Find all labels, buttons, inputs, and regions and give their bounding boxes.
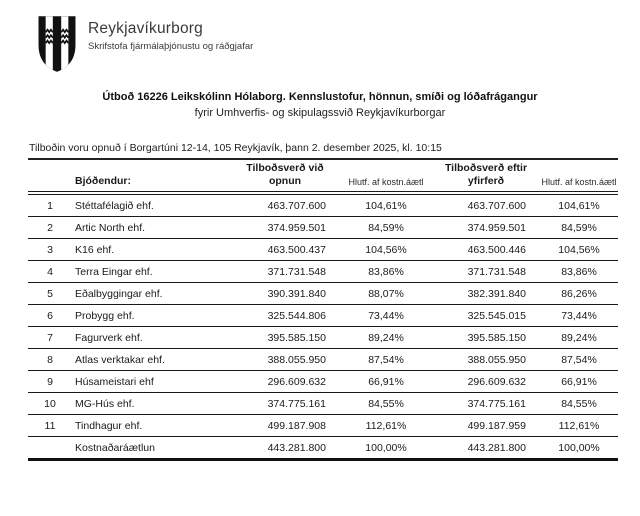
cell-open: 374.959.501	[230, 217, 340, 239]
cell-num: 10	[28, 393, 72, 415]
table-row	[28, 261, 618, 283]
bids-table	[28, 160, 618, 461]
cell-name: Artic North ehf.	[72, 217, 230, 239]
cell-name: Eðalbyggingar ehf.	[72, 283, 230, 305]
cell-num: 3	[28, 239, 72, 261]
cell-open: 463.707.600	[230, 193, 340, 217]
cell-name: Atlas verktakar ehf.	[72, 349, 230, 371]
header-pct-of-estimate-1: Hlutf. af kostn.áætl	[340, 160, 432, 193]
cell-pct2: 100,00%	[540, 437, 618, 460]
cell-pct1: 87,54%	[340, 349, 432, 371]
header-row-number	[28, 160, 72, 193]
org-department: Skrifstofa fjármálaþjónustu og ráðgjafar	[88, 41, 254, 52]
bids-table-header	[28, 160, 618, 193]
opening-note: Tilboðin voru opnuð í Borgartúni 12-14, 105 Reykjavík, þann 2. desember 2025, kl. 10:15	[28, 142, 618, 160]
cell-name: MG-Hús ehf.	[72, 393, 230, 415]
cell-pct2: 84,55%	[540, 393, 618, 415]
document-title-block	[0, 91, 640, 119]
table-row	[28, 239, 618, 261]
cell-pct2: 89,24%	[540, 327, 618, 349]
org-text	[88, 13, 253, 52]
table-row	[28, 217, 618, 239]
cell-name: Fagurverk ehf.	[72, 327, 230, 349]
cell-review: 374.959.501	[432, 217, 540, 239]
document-subtitle: fyrir Umhverfis- og skipulagssvið Reykjavíkurborgar	[194, 107, 446, 119]
table-row	[28, 327, 618, 349]
cell-pct2: 104,56%	[540, 239, 618, 261]
cell-pct1: 89,24%	[340, 327, 432, 349]
cell-review: 443.281.800	[432, 437, 540, 460]
header-price-after-review: Tilboðsverð eftir yfirferð	[432, 160, 540, 193]
cell-num: 1	[28, 193, 72, 217]
cell-open: 371.731.548	[230, 261, 340, 283]
cell-name: Húsameistari ehf	[72, 371, 230, 393]
cell-open: 390.391.840	[230, 283, 340, 305]
cell-name: K16 ehf.	[72, 239, 230, 261]
cell-pct2: 84,59%	[540, 217, 618, 239]
cell-num: 7	[28, 327, 72, 349]
table-row	[28, 371, 618, 393]
cell-pct2: 112,61%	[540, 415, 618, 437]
cell-pct1: 104,61%	[340, 193, 432, 217]
cell-name: Kostnaðaráætlun	[72, 437, 230, 460]
cell-review: 499.187.959	[432, 415, 540, 437]
document-title: Útboð 16226 Leikskólinn Hólaborg. Kennslustofur, hönnun, smíði og lóðafrágangur	[102, 91, 538, 103]
cell-pct1: 100,00%	[340, 437, 432, 460]
table-row	[28, 393, 618, 415]
cell-open: 388.055.950	[230, 349, 340, 371]
cell-review: 463.500.446	[432, 239, 540, 261]
table-row	[28, 415, 618, 437]
cell-open: 325.544.806	[230, 305, 340, 327]
cell-num: 5	[28, 283, 72, 305]
cell-review: 296.609.632	[432, 371, 540, 393]
cell-num: 11	[28, 415, 72, 437]
header-price-at-opening: Tilboðsverð við opnun	[230, 160, 340, 193]
cell-pct1: 104,56%	[340, 239, 432, 261]
table-row	[28, 283, 618, 305]
cell-pct1: 73,44%	[340, 305, 432, 327]
table-row	[28, 193, 618, 217]
cell-pct1: 112,61%	[340, 415, 432, 437]
cell-pct1: 84,59%	[340, 217, 432, 239]
cell-open: 443.281.800	[230, 437, 340, 460]
cell-name: Stéttafélagið ehf.	[72, 193, 230, 217]
header-bidders: Bjóðendur:	[72, 160, 230, 193]
cell-pct2: 104,61%	[540, 193, 618, 217]
header-pct-of-estimate-2: Hlutf. af kostn.áætl	[540, 160, 618, 193]
cell-open: 374.775.161	[230, 393, 340, 415]
cell-review: 374.775.161	[432, 393, 540, 415]
cell-open: 296.609.632	[230, 371, 340, 393]
cell-name: Tindhagur ehf.	[72, 415, 230, 437]
cell-pct1: 88,07%	[340, 283, 432, 305]
table-row	[28, 349, 618, 371]
cell-review: 388.055.950	[432, 349, 540, 371]
cell-pct2: 66,91%	[540, 371, 618, 393]
cell-pct2: 73,44%	[540, 305, 618, 327]
reykjavik-coat-of-arms-icon	[36, 13, 78, 75]
org-name: Reykjavíkurborg	[88, 20, 203, 37]
cell-num	[28, 437, 72, 460]
cell-review: 371.731.548	[432, 261, 540, 283]
cell-num: 8	[28, 349, 72, 371]
org-header	[0, 0, 640, 75]
cell-pct1: 83,86%	[340, 261, 432, 283]
cell-num: 9	[28, 371, 72, 393]
cell-open: 499.187.908	[230, 415, 340, 437]
table-row	[28, 437, 618, 460]
cell-num: 6	[28, 305, 72, 327]
cell-review: 325.545.015	[432, 305, 540, 327]
cell-open: 463.500.437	[230, 239, 340, 261]
cell-pct1: 66,91%	[340, 371, 432, 393]
table-row	[28, 305, 618, 327]
cell-pct2: 86,26%	[540, 283, 618, 305]
cell-name: Probygg ehf.	[72, 305, 230, 327]
cell-review: 395.585.150	[432, 327, 540, 349]
cell-open: 395.585.150	[230, 327, 340, 349]
cell-review: 382.391.840	[432, 283, 540, 305]
cell-review: 463.707.600	[432, 193, 540, 217]
cell-name: Terra Eingar ehf.	[72, 261, 230, 283]
cell-pct2: 83,86%	[540, 261, 618, 283]
cell-pct2: 87,54%	[540, 349, 618, 371]
cell-num: 4	[28, 261, 72, 283]
cell-num: 2	[28, 217, 72, 239]
cell-pct1: 84,55%	[340, 393, 432, 415]
bidders-tbody	[28, 193, 618, 460]
